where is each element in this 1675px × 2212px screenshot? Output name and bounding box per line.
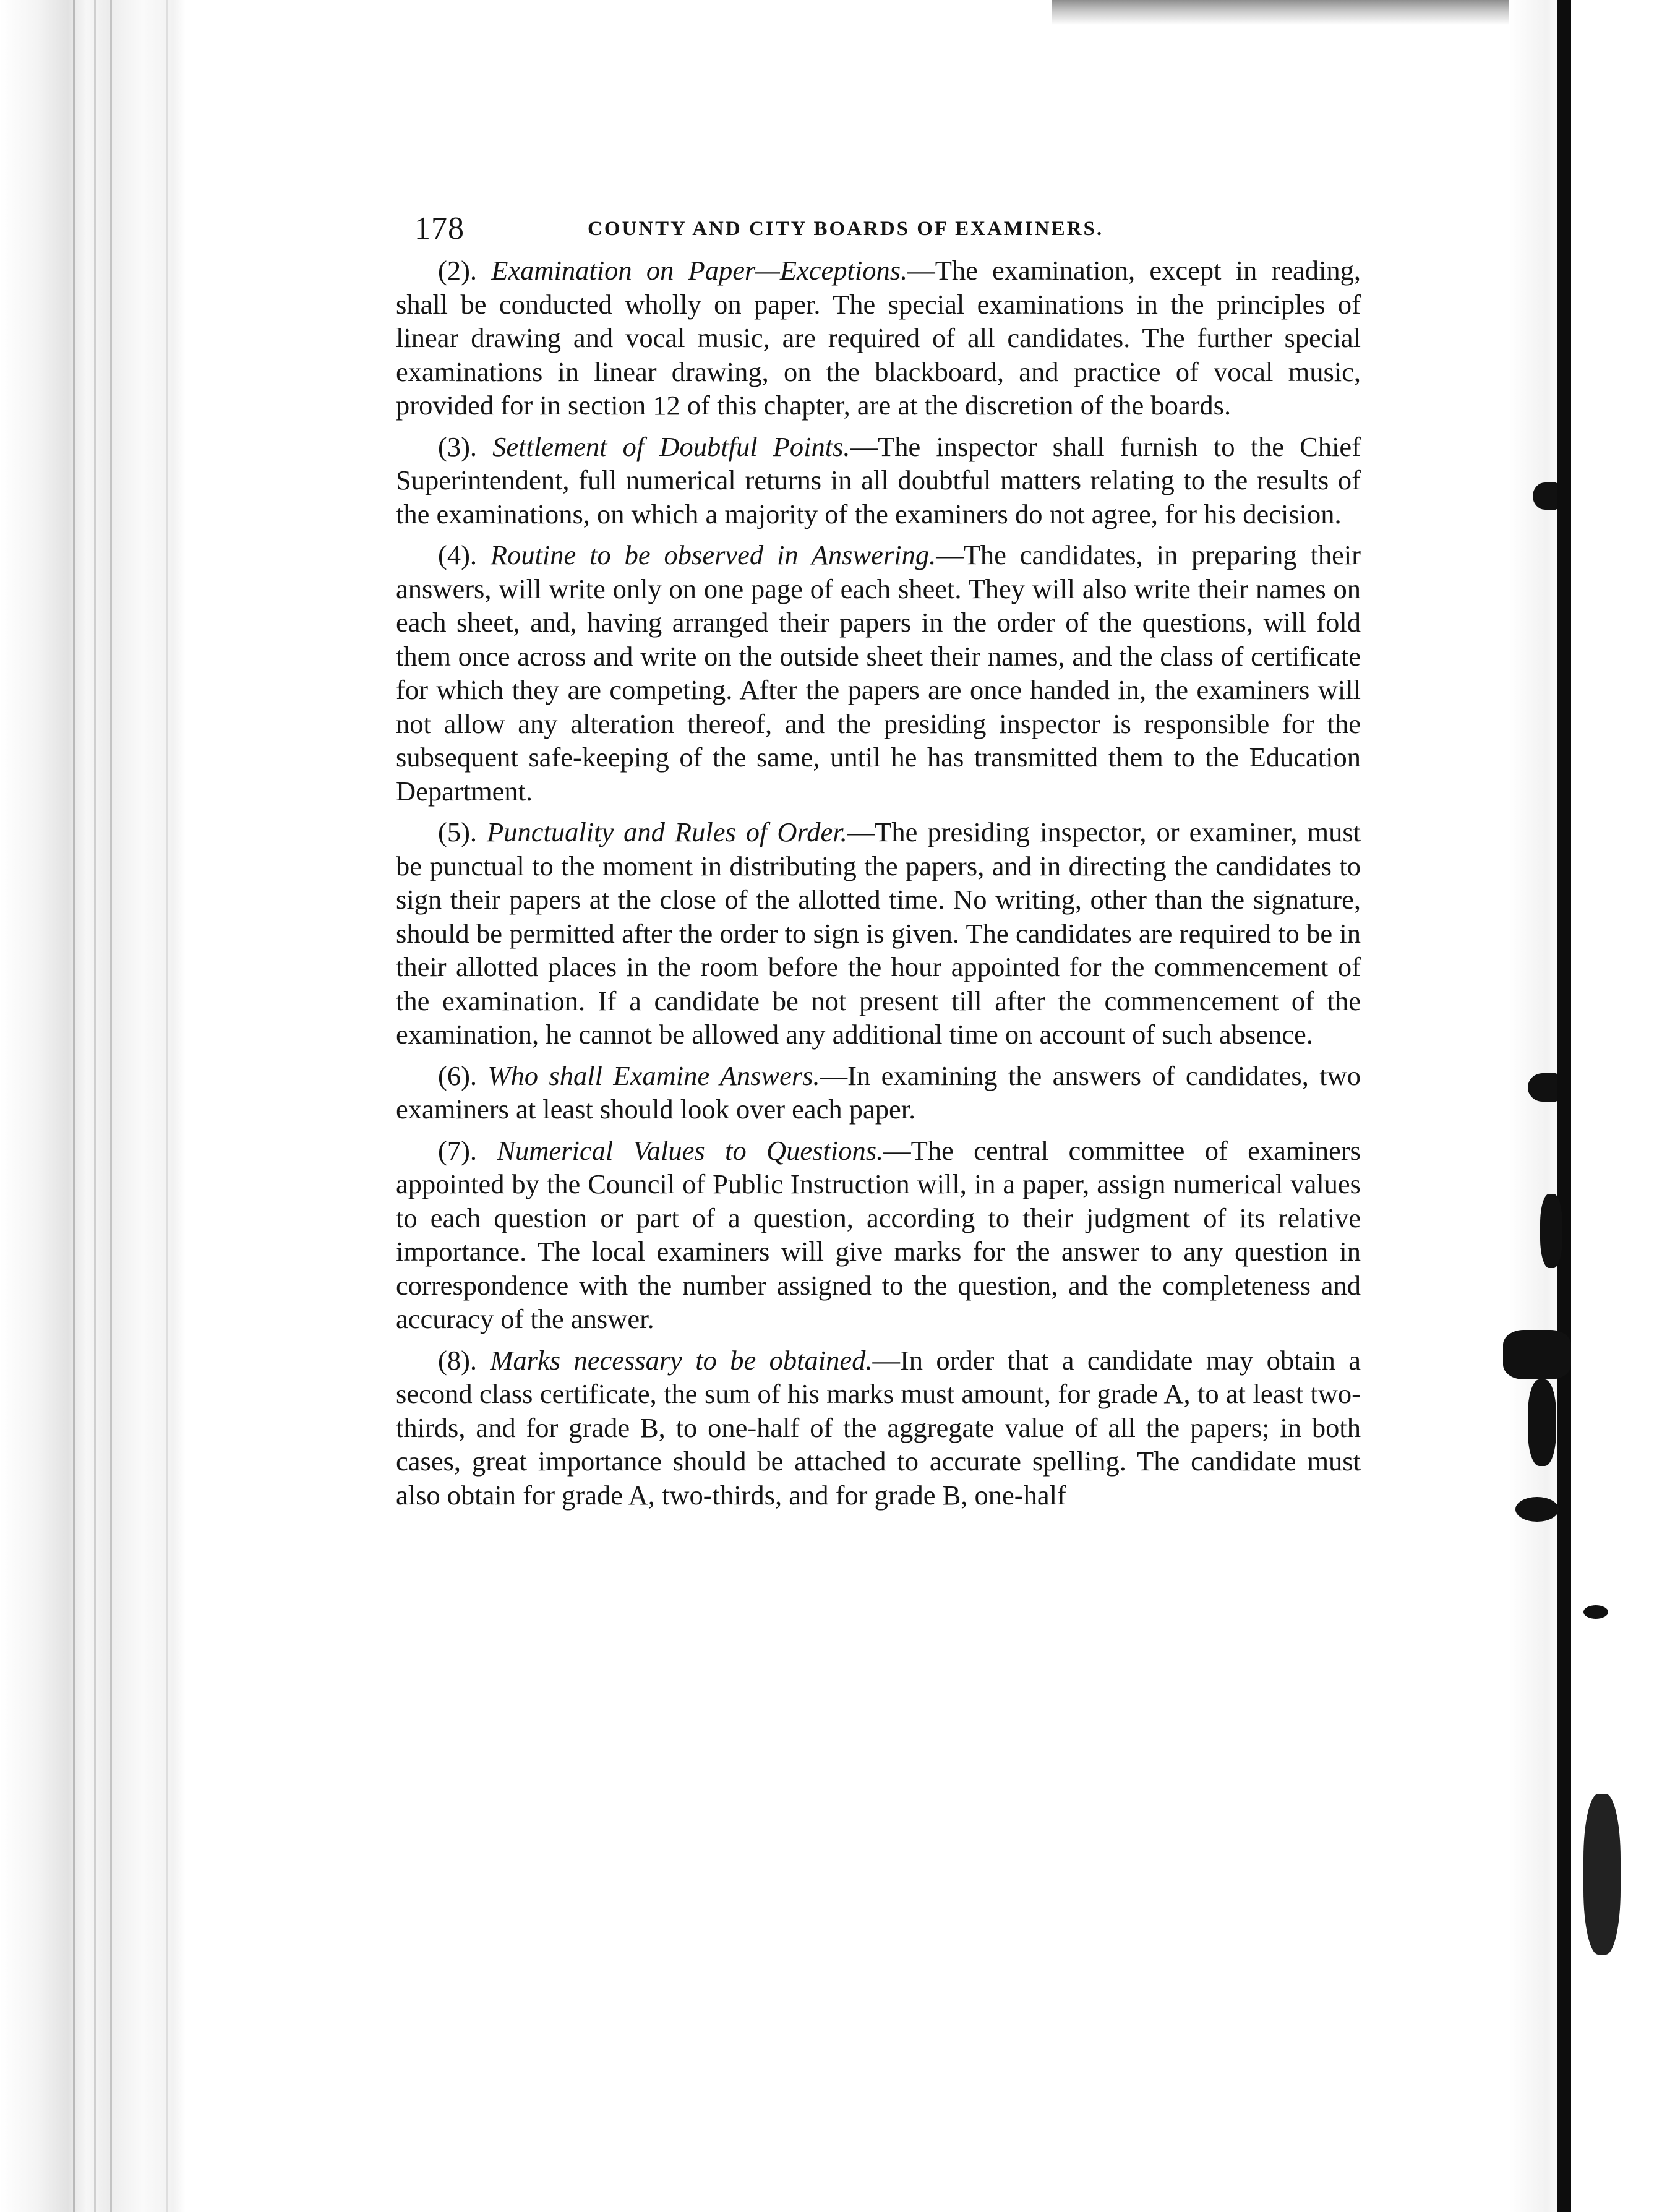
paragraph-heading: Routine to be observed in Answering. [490,539,936,570]
paragraph-number: (3). [438,431,478,462]
paragraph-number: (6). [438,1060,478,1091]
paragraph-7 [396,1134,1361,1336]
paragraph-number: (2). [438,255,478,286]
binding-fold-line [166,0,168,2212]
paragraph-body: —The candidates, in preparing their answers, will write only on one page of each sheet. They will also write their names on each sheet, and, having arranged their papers in the order of the questions, will fold them once across and write on the outside sheet their names, and the class of certificate for which they are competing. After the papers are once handed in, the examiners will not allow any alteration thereof, and the presiding inspector is responsible for the subsequent safe-keeping of the same, until he has transmitted them to the Education Department. [396,539,1361,807]
running-head [396,210,1361,254]
paragraph-body: —In order that a candidate may obtain a second class certificate, the sum of his marks must amount, for grade A, to at least two-thirds, and for grade B, to one-half of the aggregate value of all the papers; in both cases, great importance should be attached to accurate spelling. The candidate must also obtain for grade A, two-thirds, and for grade B, one-half [396,1344,1361,1511]
book-binding-shadow [0,0,186,2212]
paragraph-body: —In examining the answers of candidates, two examiners at least should look over each paper. [396,1060,1361,1125]
paragraph-5 [396,815,1361,1052]
paragraph-3 [396,430,1361,531]
paragraph-heading: Marks necessary to be obtained. [490,1344,873,1376]
paragraph-body: —The examination, except in reading, shall be conducted wholly on paper. The special examinations in the principles of linear drawing and vocal music, are required of all candidates. The further special examinations in linear drawing, on the blackboard, and practice of vocal music, provided for in section 12 of this chapter, are at the discretion of the boards. [396,255,1361,421]
paragraph-body: —The central committee of examiners appointed by the Council of Public Instruction will, in a paper, assign numerical values to each question or part of a question, according to their judgment of its relative importance. The local examiners will give marks for the answer to any question in correspondence with the number assigned to the question, and the completeness and accuracy of the answer. [396,1134,1361,1334]
paragraph-number: (8). [438,1344,478,1376]
paragraph-body: —The presiding inspector, or examiner, must be punctual to the moment in distributing the papers, and in directing the candidates to sign their papers at the close of the allotted time. No writing, other than the signature, should be permitted after the order to sign is given. The candidates are required to be in their allotted places in the room before the hour appointed for the commencement of the examination. If a candidate be not present till after the commencement of the examination, he cannot be allowed any additional time on account of such absence. [396,817,1361,1050]
binding-fold-line [94,0,96,2212]
paragraph-body: —The inspector shall furnish to the Chief Superintendent, full numerical returns in all doubtful matters relating to the results of the examinations, on which a majority of the examiners do not agree, for his decision. [396,431,1361,529]
paragraph-heading: Punctuality and Rules of Order. [487,817,847,847]
paragraph-heading: Who shall Examine Answers. [487,1060,820,1091]
paragraph-8 [396,1344,1361,1512]
running-title: COUNTY AND CITY BOARDS OF EXAMINERS. [588,218,1104,240]
binding-fold-line [110,0,112,2212]
binding-fold-line [73,0,75,2212]
ink-blot [1528,1379,1556,1466]
paragraph-heading: Settlement of Doubtful Points. [492,431,850,462]
ink-blot [1528,1073,1557,1102]
paragraph-6 [396,1059,1361,1126]
page-number: 178 [414,211,465,246]
ink-blot [1540,1194,1562,1268]
paragraph-number: (4). [438,539,478,570]
page-text-block [396,210,1361,1519]
ink-blot [1515,1497,1559,1522]
paragraph-heading: Numerical Values to Questions. [497,1134,884,1166]
ink-blot [1583,1605,1608,1619]
paragraph-heading: Examination on Paper—Exceptions. [491,255,908,286]
paragraph-4 [396,538,1361,808]
paragraph-number: (5). [438,817,478,847]
ink-blot [1583,1794,1621,1955]
ink-blot [1503,1330,1571,1379]
page-right-edge [1557,0,1571,2212]
ink-blot [1533,482,1557,510]
paragraph-number: (7). [438,1134,478,1166]
paragraph-2 [396,254,1361,422]
